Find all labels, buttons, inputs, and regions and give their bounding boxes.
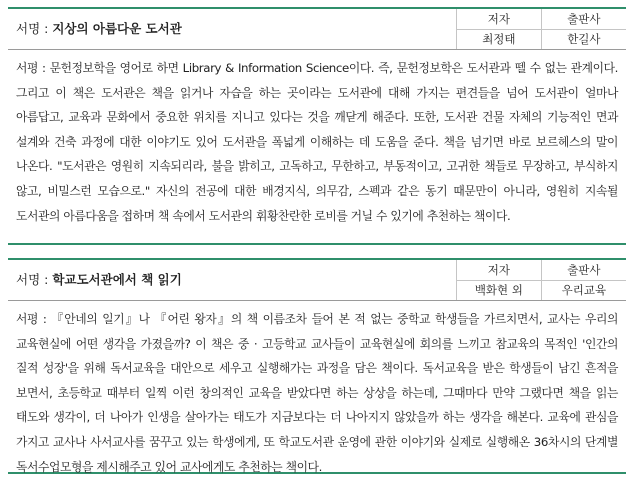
publisher-value: 우리교육 [541,280,626,300]
author-value: 최정태 [457,29,542,49]
author-value: 백화현 외 [457,280,542,300]
book-meta-table [456,260,626,300]
card-header [8,9,626,50]
publisher-value: 한길사 [541,29,626,49]
book-review-card [8,258,626,474]
publisher-header: 출판사 [541,9,626,29]
review-text: 서평 : 『안네의 일기』나 『어린 왕자』의 책 이름조차 들어 본 적 없는 중학교 학생들을 가르치면서, 교사는 우리의 교육현실에 어떤 생각을 가졌을까? 이 책은 중 · 고등학교 교사들이 교육현실에 회의를 느끼고 참교육의 목적인 '인간의 질적 성장'을 위해 독서교육을 대안으로 세우고 실행해가는 과정을 담은 책이다. 독서교육을 받은 학생들이 남긴 흔적을 보면서, 초등학교 때부터 일찍 이런 창의적인 교육을 받았다면 하는 상상을 하는데, 그때마다 만약 그랬다면 책을 읽는 태도와 생각이, 더 나아가 인생을 살아가는 태도가 지금보다는 더 나아지지 않았을까 하는 생각을 해본다. 교육에 관심을 가지고 교사나 사서교사를 꿈꾸고 있는 학생에게, 또 학교도서관 운영에 관한 이야기와 실제로 실행해온 36차시의 단계별 독서수업모형을 제시해주고 있어 교사에게도 추천하는 책이다. [16,312,618,474]
publisher-header: 출판사 [541,260,626,280]
title-label: 서명 : [16,272,53,287]
book-review-card [8,7,626,245]
book-title [16,260,182,300]
card-header [8,260,626,301]
book-meta-table [456,9,626,49]
title-value: 학교도서관에서 책 읽기 [52,272,182,287]
book-title [16,9,182,49]
author-header: 저자 [457,260,542,280]
title-value: 지상의 아름다운 도서관 [52,21,182,36]
review-text: 서평 : 문헌정보학을 영어로 하면 Library & Information Science이다. 즉, 문헌정보학은 도서관과 뗄 수 없는 관계이다. 그리고 이 책은 도서관은 책을 읽거나 자습을 하는 곳이라는 도서관에 대해 가지는 편견들을 넘어 도서관이 얼마나 아름답고, 교육과 문화에서 중요한 위치를 지니고 있다는 것을 깨닫게 해준다. 또한, 도서관 건물 자체의 기능적인 면과 설계와 건축 과정에 대한 이야기도 있어 도서관을 폭넓게 이해하는 데 도움을 준다. 책을 넘기면 바로 보르헤스의 말이 나온다. "도서관은 영원히 지속되리라, 불을 밝히고, 고독하고, 무한하고, 부동적이고, 고귀한 책들로 무장하고, 부식하지 않고, 비밀스런 모습으로." 자신의 전공에 대한 배경지식, 의무감, 스펙과 같은 동기 때문만이 아니라, 영원히 지속될 도서관의 아름다움을 접하며 책 속에서 도서관의 휘황찬란한 로비를 거닐 수 있기에 추천하는 책이다. [16,61,618,223]
author-header: 저자 [457,9,542,29]
title-label: 서명 : [16,21,53,36]
